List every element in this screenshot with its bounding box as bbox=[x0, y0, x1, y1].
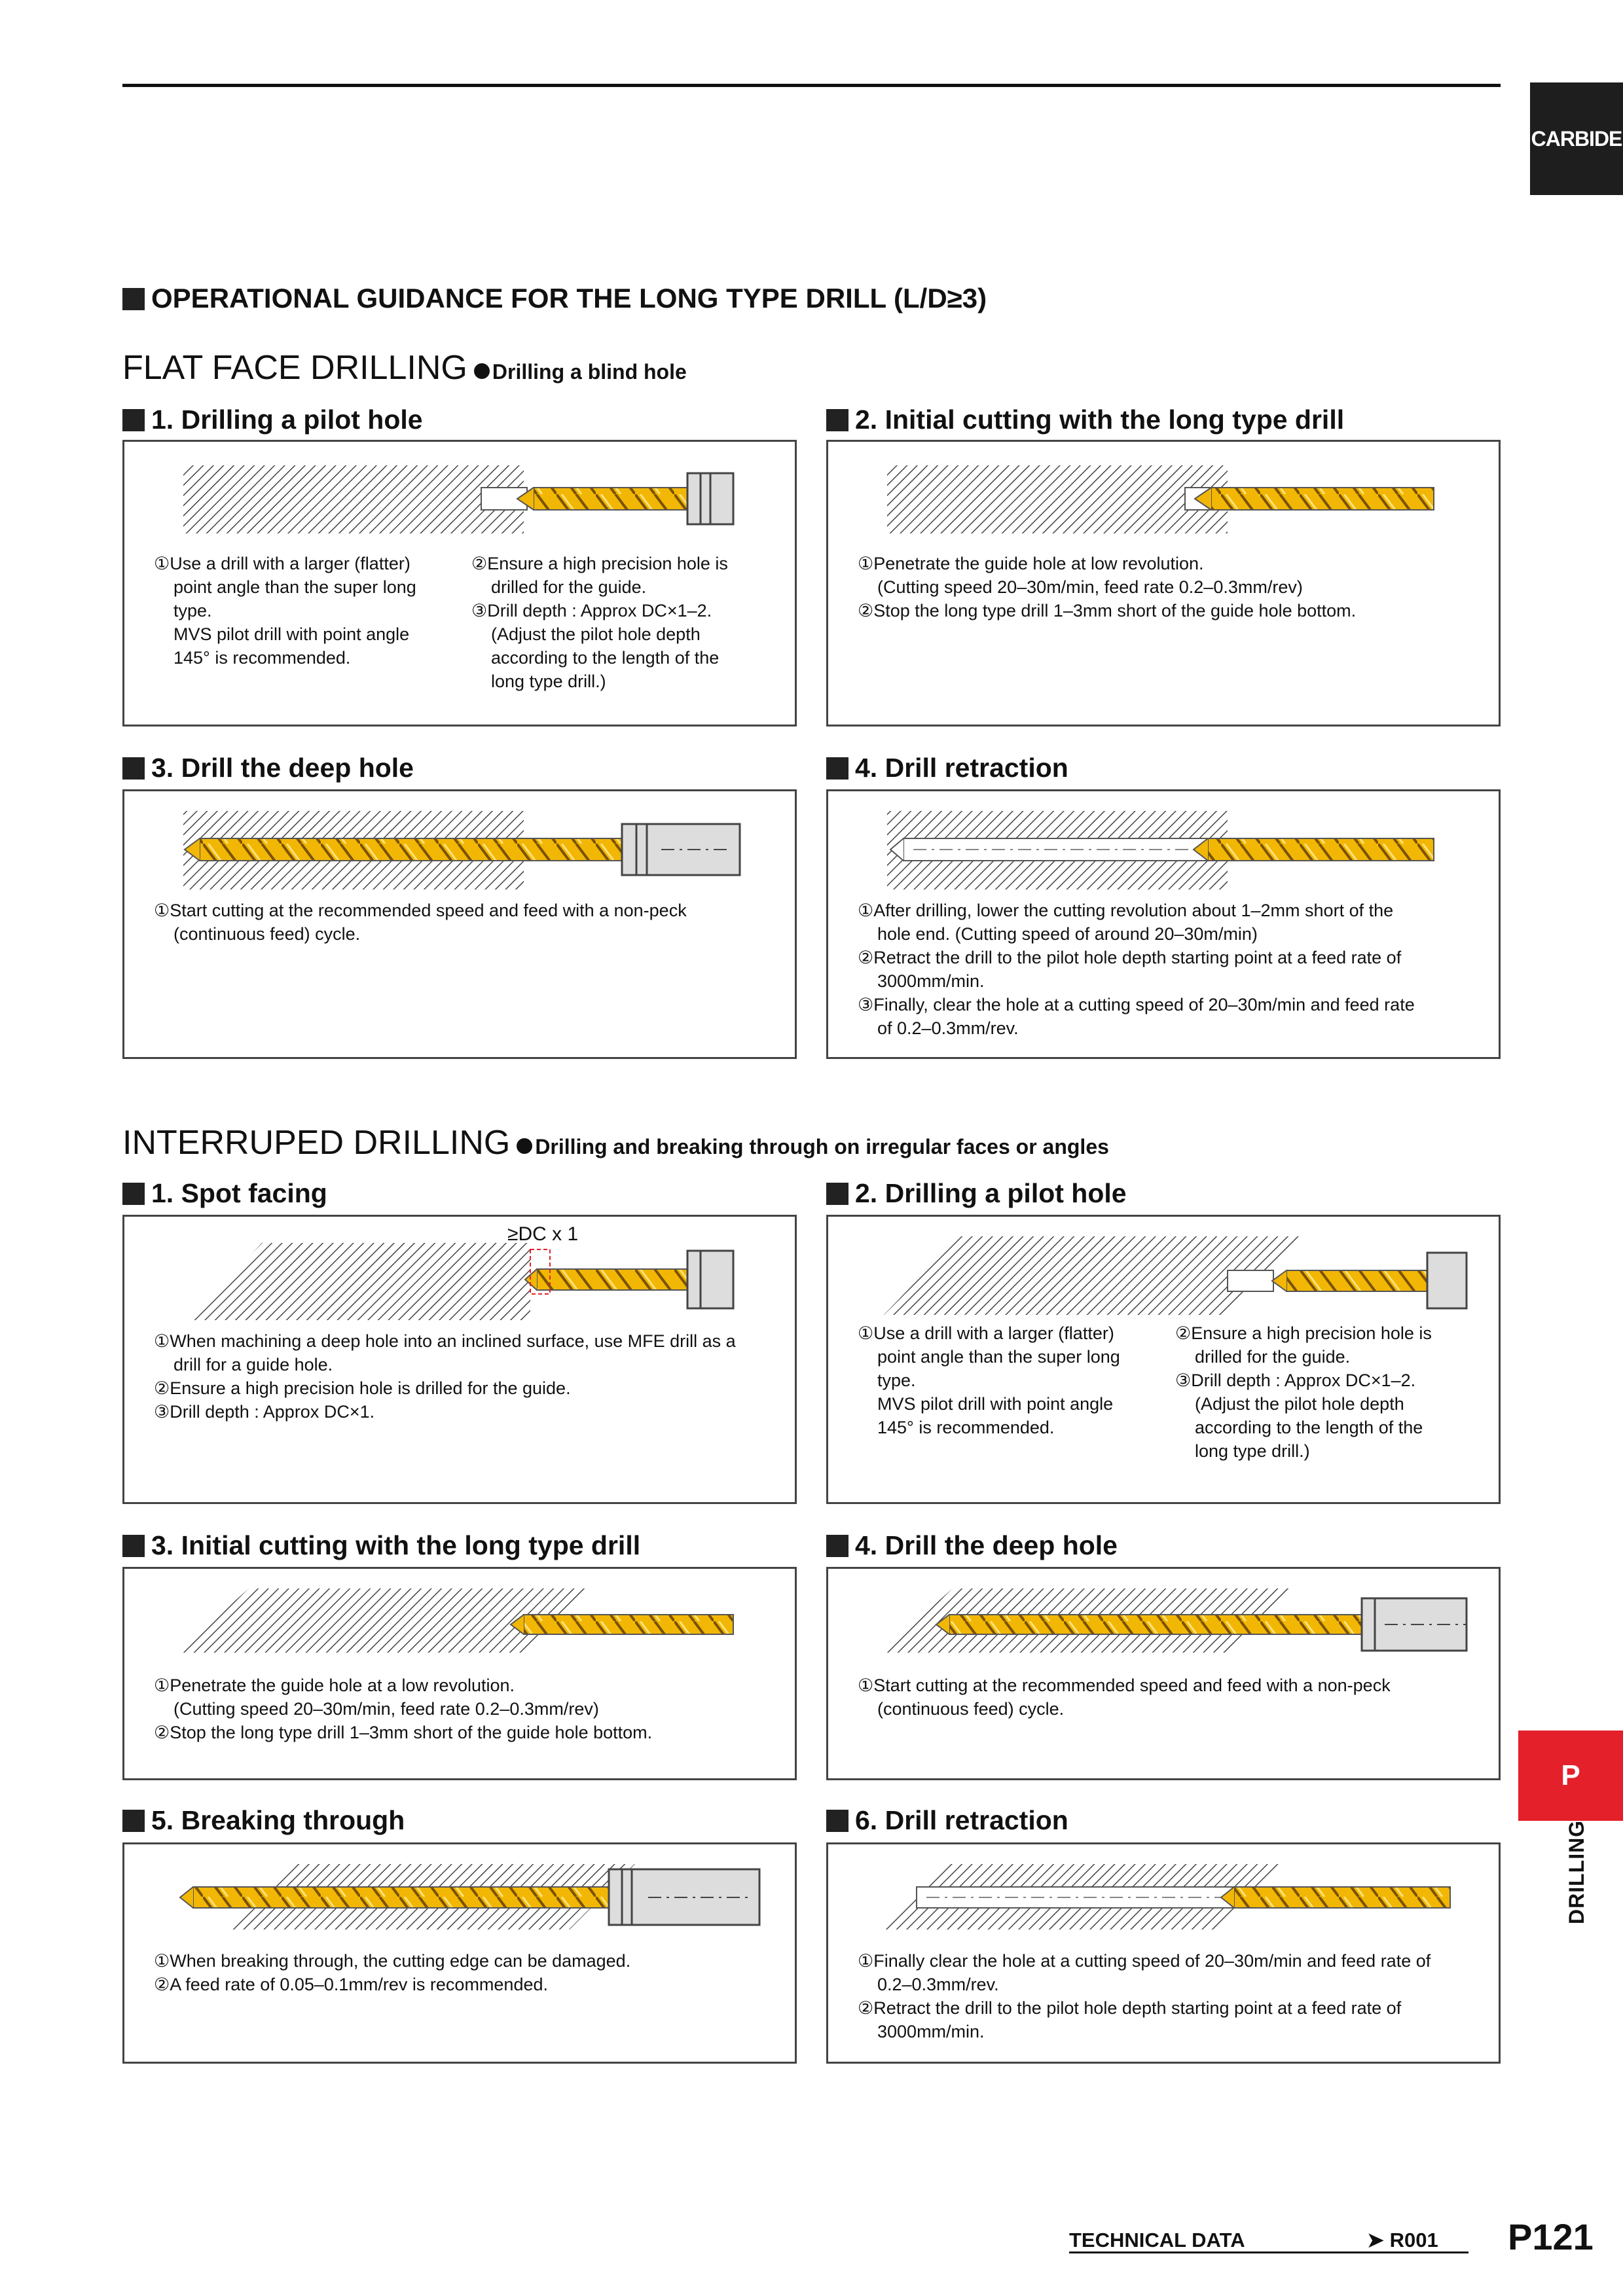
flat-step3-text bbox=[154, 899, 687, 946]
flat-step4-text bbox=[858, 899, 1415, 1040]
carbide-tab[interactable]: CARBIDE bbox=[1530, 82, 1623, 195]
drilling-side-label bbox=[1525, 1820, 1604, 1931]
int-step1-box bbox=[122, 1215, 797, 1504]
square-bullet-icon bbox=[826, 409, 848, 431]
int-step5-title-text: 5. Breaking through bbox=[151, 1805, 405, 1835]
text-line: (continuous feed) cycle. bbox=[173, 924, 361, 944]
square-bullet-icon bbox=[122, 1810, 145, 1832]
reference-link[interactable] bbox=[1367, 2229, 1438, 2252]
top-rule bbox=[122, 84, 1501, 87]
int-step1-title bbox=[122, 1178, 327, 1209]
text-line: ③Finally, clear the hole at a cutting speed of 20–30m/min and feed rate bbox=[858, 995, 1415, 1014]
text-line: long type drill.) bbox=[491, 672, 606, 691]
text-line: MVS pilot drill with point angle bbox=[173, 624, 410, 644]
dc-dimension-label: ≥DC x 1 bbox=[507, 1223, 579, 1245]
text-line: ③Drill depth : Approx DC×1–2. bbox=[1175, 1371, 1416, 1390]
flat-step4-box bbox=[826, 789, 1501, 1059]
text-line: ②Retract the drill to the pilot hole depth starting point at a feed rate of bbox=[858, 1998, 1402, 2018]
text-line: type. bbox=[877, 1371, 916, 1390]
text-line: ②Ensure a high precision hole is drilled for the guide. bbox=[154, 1378, 571, 1398]
text-line: ②A feed rate of 0.05–0.1mm/rev is recommended. bbox=[154, 1975, 549, 1994]
text-line: ②Retract the drill to the pilot hole depth starting point at a feed rate of bbox=[858, 948, 1402, 967]
text-line: hole end. (Cutting speed of around 20–30m/min) bbox=[877, 924, 1258, 944]
int-step5-box bbox=[122, 1842, 797, 2064]
int-step4-text bbox=[858, 1674, 1391, 1721]
int-step1-text bbox=[154, 1329, 736, 1424]
main-heading bbox=[122, 283, 987, 314]
text-line: long type drill.) bbox=[1195, 1441, 1310, 1461]
text-line: point angle than the super long bbox=[877, 1347, 1120, 1367]
text-line: (Cutting speed 20–30m/min, feed rate 0.2–0.3mm/rev) bbox=[173, 1699, 599, 1719]
flat-step3-title bbox=[122, 753, 414, 783]
flat-step1-title-text: 1. Drilling a pilot hole bbox=[151, 404, 423, 435]
square-bullet-icon bbox=[122, 288, 145, 310]
text-line: ②Stop the long type drill 1–3mm short of the guide hole bottom. bbox=[858, 601, 1357, 620]
flat-step3-title-text: 3. Drill the deep hole bbox=[151, 753, 414, 783]
flat-step1-col2 bbox=[471, 552, 728, 693]
int-step4-title bbox=[826, 1530, 1118, 1561]
square-bullet-icon bbox=[826, 1183, 848, 1205]
int-step5-title bbox=[122, 1805, 405, 1836]
flat-step1-col1 bbox=[154, 552, 416, 670]
flat-step4-title-text: 4. Drill retraction bbox=[855, 753, 1068, 783]
text-line: ①Use a drill with a larger (flatter) bbox=[858, 1323, 1114, 1343]
interrupted-subtitle: Drilling and breaking through on irregular faces or angles bbox=[535, 1135, 1109, 1158]
section-p-tab[interactable]: P bbox=[1518, 1731, 1623, 1821]
text-line: drilled for the guide. bbox=[1195, 1347, 1351, 1367]
int-step2-col1 bbox=[858, 1321, 1120, 1439]
flat-step3-box bbox=[122, 789, 797, 1059]
text-line: ①After drilling, lower the cutting revolution about 1–2mm short of the bbox=[858, 901, 1394, 920]
flat-face-subtitle: Drilling a blind hole bbox=[492, 360, 687, 384]
int-step6-text bbox=[858, 1949, 1431, 2043]
square-bullet-icon bbox=[826, 1535, 848, 1557]
text-line: type. bbox=[173, 601, 212, 620]
text-line: 3000mm/min. bbox=[877, 2022, 985, 2041]
text-line: (Adjust the pilot hole depth bbox=[1195, 1394, 1404, 1414]
text-line: 145° is recommended. bbox=[173, 648, 351, 668]
int-step1-title-text: 1. Spot facing bbox=[151, 1178, 327, 1208]
flat-step2-text bbox=[858, 552, 1356, 622]
flat-step1-box bbox=[122, 440, 797, 726]
square-bullet-icon bbox=[122, 1183, 145, 1205]
bullet-icon bbox=[474, 363, 490, 379]
int-step2-title bbox=[826, 1178, 1127, 1209]
text-line: according to the length of the bbox=[1195, 1418, 1423, 1437]
text-line: ①Start cutting at the recommended speed and feed with a non-peck bbox=[858, 1676, 1391, 1695]
square-bullet-icon bbox=[122, 409, 145, 431]
flat-step2-box bbox=[826, 440, 1501, 726]
interrupted-title bbox=[122, 1123, 1109, 1162]
int-step2-title-text: 2. Drilling a pilot hole bbox=[855, 1178, 1127, 1208]
int-step2-box bbox=[826, 1215, 1501, 1504]
text-line: drilled for the guide. bbox=[491, 577, 647, 597]
text-line: ②Stop the long type drill 1–3mm short of the guide hole bottom. bbox=[154, 1723, 653, 1742]
int-step3-text bbox=[154, 1674, 652, 1744]
text-line: (Cutting speed 20–30m/min, feed rate 0.2–0.3mm/rev) bbox=[877, 577, 1303, 597]
flat-face-title bbox=[122, 348, 687, 387]
int-step4-box bbox=[826, 1567, 1501, 1780]
bullet-icon bbox=[517, 1138, 532, 1154]
text-line: according to the length of the bbox=[491, 648, 720, 668]
flat-step4-title bbox=[826, 753, 1068, 783]
text-line: ③Drill depth : Approx DC×1. bbox=[154, 1402, 375, 1422]
text-line: ①When machining a deep hole into an inclined surface, use MFE drill as a bbox=[154, 1331, 736, 1351]
int-step3-title-text: 3. Initial cutting with the long type drill bbox=[151, 1530, 641, 1560]
int-step4-title-text: 4. Drill the deep hole bbox=[855, 1530, 1118, 1560]
int-step6-title-text: 6. Drill retraction bbox=[855, 1805, 1068, 1835]
int-step6-title bbox=[826, 1805, 1068, 1836]
square-bullet-icon bbox=[122, 1535, 145, 1557]
flat-step1-title bbox=[122, 404, 423, 435]
technical-data-link[interactable]: TECHNICAL DATA bbox=[1069, 2229, 1245, 2251]
drilling-side-text: DRILLING bbox=[1565, 1820, 1588, 1924]
flat-step2-title bbox=[826, 404, 1344, 435]
text-line: 3000mm/min. bbox=[877, 971, 985, 991]
square-bullet-icon bbox=[826, 757, 848, 780]
interrupted-title-text: INTERRUPED DRILLING bbox=[122, 1124, 511, 1162]
text-line: ③Drill depth : Approx DC×1–2. bbox=[471, 601, 712, 620]
int-step6-box bbox=[826, 1842, 1501, 2064]
text-line: (continuous feed) cycle. bbox=[877, 1699, 1065, 1719]
text-line: ①Start cutting at the recommended speed and feed with a non-peck bbox=[154, 901, 687, 920]
text-line: ①Penetrate the guide hole at a low revolution. bbox=[154, 1676, 515, 1695]
text-line: ①When breaking through, the cutting edge can be damaged. bbox=[154, 1951, 631, 1971]
text-line: ②Ensure a high precision hole is bbox=[471, 554, 728, 573]
int-step2-col2 bbox=[1175, 1321, 1432, 1463]
text-line: 145° is recommended. bbox=[877, 1418, 1055, 1437]
flat-face-title-text: FLAT FACE DRILLING bbox=[122, 349, 467, 387]
text-line: 0.2–0.3mm/rev. bbox=[877, 1975, 999, 1994]
text-line: ①Penetrate the guide hole at low revolution. bbox=[858, 554, 1204, 573]
main-heading-text: OPERATIONAL GUIDANCE FOR THE LONG TYPE DRILL (L/D≥3) bbox=[151, 283, 987, 314]
square-bullet-icon bbox=[122, 757, 145, 780]
text-line: ②Ensure a high precision hole is bbox=[1175, 1323, 1432, 1343]
text-line: MVS pilot drill with point angle bbox=[877, 1394, 1114, 1414]
text-line: ①Use a drill with a larger (flatter) bbox=[154, 554, 410, 573]
reference-link-text: R001 bbox=[1389, 2229, 1438, 2251]
text-line: point angle than the super long bbox=[173, 577, 416, 597]
page-number: P121 bbox=[1508, 2216, 1594, 2257]
text-line: ①Finally clear the hole at a cutting speed of 20–30m/min and feed rate of bbox=[858, 1951, 1431, 1971]
text-line: of 0.2–0.3mm/rev. bbox=[877, 1018, 1019, 1038]
int-step5-text bbox=[154, 1949, 630, 1996]
text-line: drill for a guide hole. bbox=[173, 1355, 333, 1374]
text-line: (Adjust the pilot hole depth bbox=[491, 624, 701, 644]
square-bullet-icon bbox=[826, 1810, 848, 1832]
int-step3-box bbox=[122, 1567, 797, 1780]
int-step3-title bbox=[122, 1530, 640, 1561]
arrow-right-icon: ➤ bbox=[1367, 2229, 1390, 2251]
flat-step2-title-text: 2. Initial cutting with the long type drill bbox=[855, 404, 1345, 435]
